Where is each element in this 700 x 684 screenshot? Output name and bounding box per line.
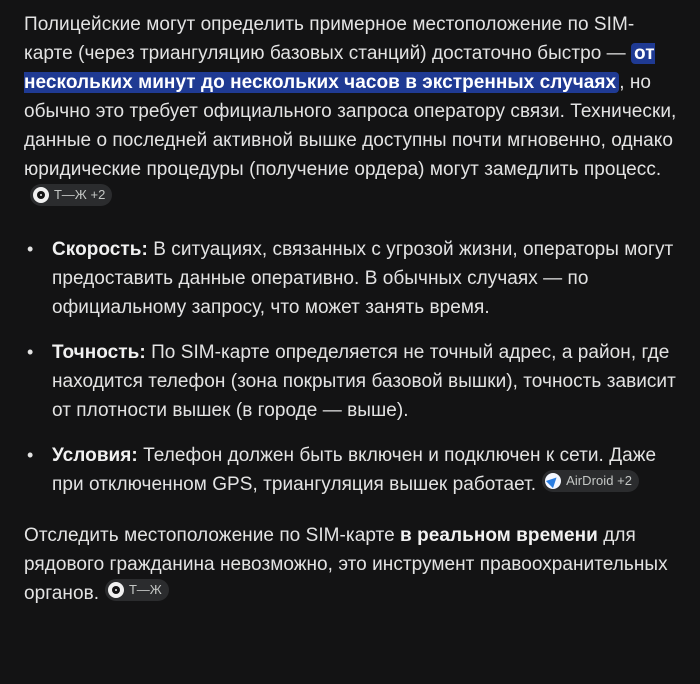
source-chip-label: Т—Ж +2 xyxy=(54,187,106,202)
source-chip-tzh-2[interactable] xyxy=(105,579,169,601)
bullet-list xyxy=(24,235,680,499)
list-item-title: Точность: xyxy=(52,342,146,363)
highlighted-text[interactable]: от нескольких минут до нескольких часов в экстренных случаях xyxy=(24,43,655,93)
conclusion-paragraph xyxy=(24,521,680,608)
source-chip-label: AirDroid +2 xyxy=(566,473,633,488)
conclusion-bold-text: в реальном времени xyxy=(400,525,598,546)
intro-text-post: , но обычно это требует официального запроса оператору связи. Технически, данные о последней активной вышке доступны почти мгновенно, однако юридические процедуры (получение ордера) могут замедлить процесс. xyxy=(24,72,677,180)
list-item-title: Скорость: xyxy=(52,239,148,260)
tzh-logo-icon xyxy=(33,187,49,203)
intro-paragraph xyxy=(24,10,680,213)
conclusion-text-post: для рядового гражданина невозможно, это инструмент правоохранительных органов. xyxy=(24,525,668,604)
list-item-accuracy xyxy=(24,338,680,425)
source-chip-airdroid[interactable] xyxy=(542,470,639,492)
airdroid-logo-icon xyxy=(545,473,561,489)
intro-text-pre: Полицейские могут определить примерное местоположение по SIM-карте (через триангуляцию базовых станций) достаточно быстро — xyxy=(24,14,635,64)
conclusion-text-pre: Отследить местоположение по SIM-карте xyxy=(24,525,401,546)
source-chip-label: Т—Ж xyxy=(129,582,162,597)
tzh-logo-icon xyxy=(108,582,124,598)
bullet-dot-icon: • xyxy=(27,239,34,259)
source-chip-tzh[interactable] xyxy=(30,184,112,206)
list-item-title: Условия: xyxy=(52,445,138,466)
bullet-dot-icon: • xyxy=(27,445,34,465)
bullet-dot-icon: • xyxy=(27,342,34,362)
list-item-speed xyxy=(24,235,680,322)
list-item-text: По SIM-карте определяется не точный адрес, а район, где находится телефон (зона покрытия базовой вышки), точность зависит от плотности вышек (в городе — выше). xyxy=(52,342,676,421)
list-item-text: Телефон должен быть включен и подключен к сети. Даже при отключенном GPS, триангуляция вышек работает. xyxy=(52,445,657,495)
response-content xyxy=(24,10,680,608)
list-item-conditions xyxy=(24,441,680,499)
list-item-text: В ситуациях, связанных с угрозой жизни, операторы могут предоставить данные оперативно. В обычных случаях — по официальному запросу, что может занять время. xyxy=(52,239,674,318)
